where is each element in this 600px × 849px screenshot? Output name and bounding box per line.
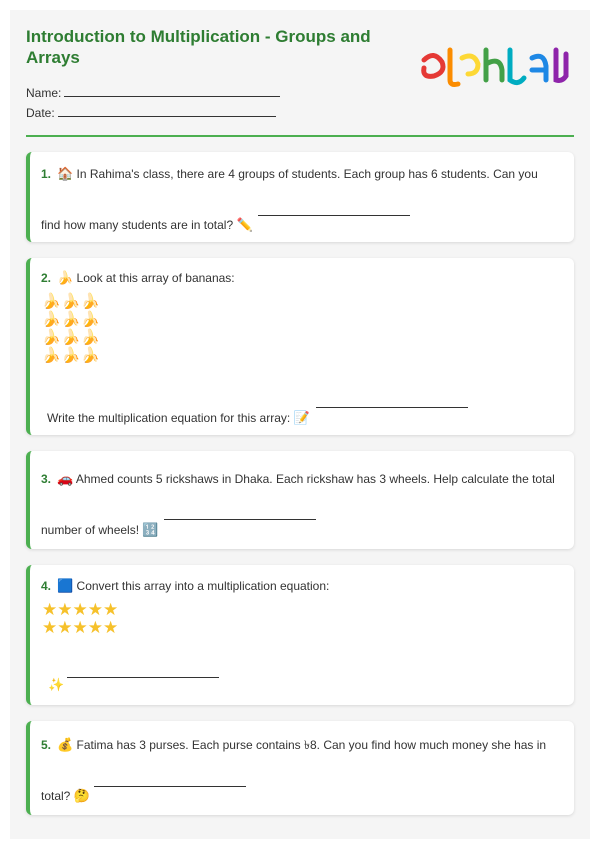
question-2-number: 2.	[41, 271, 52, 285]
question-1-number: 1.	[41, 167, 52, 181]
sparkles-icon: ✨	[48, 678, 65, 693]
question-4-text: Convert this array into a multiplication equation:	[76, 579, 330, 593]
question-2-answer-blank[interactable]	[316, 407, 468, 408]
question-3-line-1	[41, 471, 555, 488]
question-3-text-2: number of wheels!	[41, 523, 140, 537]
question-card-4	[26, 565, 574, 705]
header-divider	[26, 135, 574, 137]
date-blank[interactable]	[58, 107, 276, 117]
question-5-line-1	[41, 737, 546, 754]
memo-icon: 📝	[293, 411, 310, 426]
question-card-2	[26, 258, 574, 435]
name-blank[interactable]	[64, 87, 280, 97]
question-4-line-2	[48, 677, 64, 694]
question-1-line-1	[41, 166, 538, 183]
house-icon: 🏠	[57, 167, 74, 182]
worksheet-title: Introduction to Multiplication - Groups and Arrays	[26, 27, 371, 67]
question-card-3	[26, 451, 574, 549]
question-5-number: 5.	[41, 738, 52, 752]
question-4-number: 4.	[41, 579, 52, 593]
date-label: Date:	[26, 106, 55, 120]
question-1-line-2	[41, 217, 253, 234]
star-array	[42, 601, 118, 637]
question-3-answer-blank[interactable]	[164, 519, 316, 520]
question-2-line-2	[47, 410, 310, 427]
question-5-line-2	[41, 788, 90, 805]
banana-array-row: 🍌🍌🍌	[42, 346, 102, 364]
money-bag-icon: 💰	[57, 738, 74, 753]
question-1-answer-blank[interactable]	[258, 215, 410, 216]
question-3-number: 3.	[41, 472, 52, 486]
pencil-icon: ✏️	[236, 218, 253, 233]
worksheet-page	[10, 10, 590, 839]
worksheet-header	[26, 26, 574, 138]
question-5-text: Fatima has 3 purses. Each purse contains ৳8. Can you find how much money she has in	[76, 738, 547, 752]
question-card-5	[26, 721, 574, 815]
numbers-icon: 🔢	[142, 523, 159, 538]
blue-square-icon: 🟦	[57, 579, 74, 594]
question-5-answer-blank[interactable]	[94, 786, 246, 787]
question-1-text-2: find how many students are in total?	[41, 218, 234, 232]
banana-array-row: 🍌🍌🍌	[42, 292, 102, 310]
star-array-row: ★★★★★	[42, 618, 119, 638]
question-card-1	[26, 152, 574, 242]
star-array-row: ★★★★★	[42, 600, 119, 620]
question-2-line-1	[41, 270, 235, 287]
date-field	[26, 106, 276, 120]
car-icon: 🚗	[57, 472, 74, 487]
name-label: Name:	[26, 86, 62, 100]
banana-array	[42, 292, 101, 364]
question-4-answer-blank[interactable]	[67, 677, 219, 678]
thinking-face-icon: 🤔	[73, 789, 90, 804]
anushiloni-logo	[414, 40, 574, 90]
banana-icon: 🍌	[57, 271, 74, 286]
question-2-text-2: Write the multiplication equation for this array:	[47, 411, 291, 425]
name-field	[26, 86, 280, 100]
question-3-line-2	[41, 522, 159, 539]
question-2-text: Look at this array of bananas:	[76, 271, 235, 285]
question-1-text: In Rahima's class, there are 4 groups of students. Each group has 6 students. Can you	[76, 167, 538, 181]
banana-array-row: 🍌🍌🍌	[42, 310, 102, 328]
banana-array-row: 🍌🍌🍌	[42, 328, 102, 346]
question-5-text-2: total?	[41, 789, 71, 803]
question-4-line-1	[41, 578, 329, 595]
question-3-text: Ahmed counts 5 rickshaws in Dhaka. Each rickshaw has 3 wheels. Help calculate the total	[75, 472, 555, 486]
